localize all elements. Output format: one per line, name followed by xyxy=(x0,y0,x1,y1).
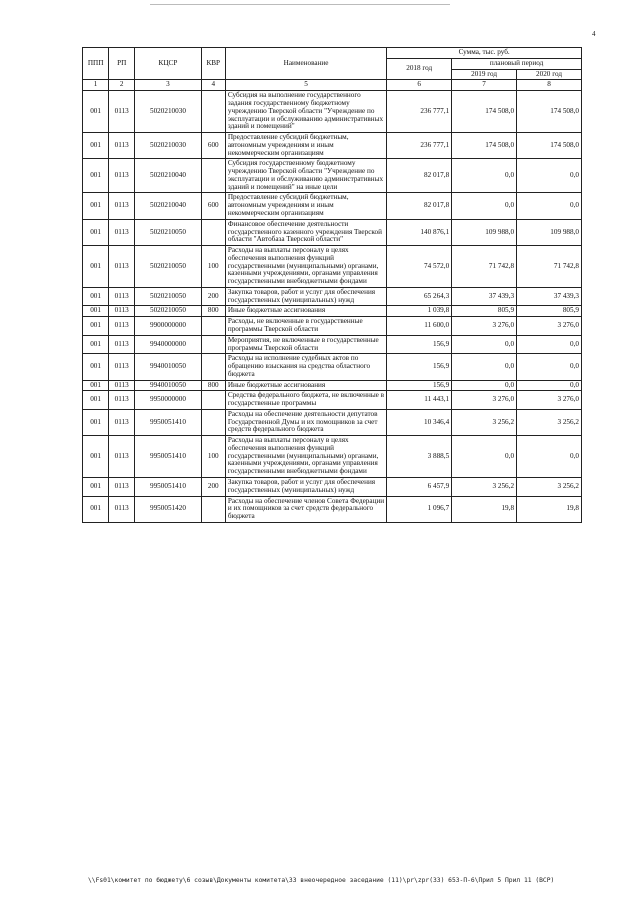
table-row xyxy=(83,409,582,435)
cell-sum-2020: 174 508,0 xyxy=(517,133,582,159)
cell-sum-2018: 82 017,8 xyxy=(387,193,452,219)
table-row xyxy=(83,287,582,306)
cell-sum-2019: 109 988,0 xyxy=(452,219,517,245)
cell-sum-2019: 174 508,0 xyxy=(452,133,517,159)
cell-name: Расходы на обеспечение деятельности депутатов Государственной Думы и их помощников за счет средств федерального бюджета xyxy=(225,409,386,435)
cell-kcsr: 9950051420 xyxy=(135,496,201,522)
table-row xyxy=(83,335,582,354)
cell-name: Расходы на выплаты персоналу в целях обеспечения выполнения функций государственными (муниципальными) органами, казенными учреждениями, органами управления государственными внебюджетными фондами xyxy=(225,246,386,288)
cell-kcsr: 5020210050 xyxy=(135,287,201,306)
cell-name: Средства федерального бюджета, не включенные в государственные программы xyxy=(225,391,386,410)
cell-rp: 0113 xyxy=(109,317,135,336)
header-name-label: Наименование xyxy=(283,58,329,67)
cell-kvr xyxy=(201,496,225,522)
cell-sum-2018: 6 457,9 xyxy=(387,477,452,496)
cell-kvr xyxy=(201,91,225,133)
cell-sum-2020: 109 988,0 xyxy=(517,219,582,245)
cell-sum-2020: 0,0 xyxy=(517,354,582,380)
cell-sum-2018: 140 876,1 xyxy=(387,219,452,245)
cell-name: Расходы, не включенные в государственные программы Тверской области xyxy=(225,317,386,336)
header-sum-group: Сумма, тыс. руб. xyxy=(387,48,582,59)
column-number-cell: 7 xyxy=(452,80,517,91)
cell-sum-2020: 0,0 xyxy=(517,159,582,193)
cell-sum-2020: 37 439,3 xyxy=(517,287,582,306)
cell-kcsr: 5020210050 xyxy=(135,306,201,317)
cell-rp: 0113 xyxy=(109,287,135,306)
cell-sum-2019: 0,0 xyxy=(452,436,517,478)
cell-kvr: 800 xyxy=(201,380,225,391)
cell-kvr: 800 xyxy=(201,306,225,317)
header-year-2018: 2018 год xyxy=(387,58,452,80)
scan-edge-line xyxy=(150,4,450,5)
cell-rp: 0113 xyxy=(109,335,135,354)
header-kcsr: КЦСР xyxy=(135,48,201,80)
cell-sum-2019: 3 256,2 xyxy=(452,409,517,435)
cell-sum-2018: 1 096,7 xyxy=(387,496,452,522)
cell-kcsr: 9940000000 xyxy=(135,335,201,354)
cell-kvr: 200 xyxy=(201,287,225,306)
cell-pin: 001 xyxy=(83,219,109,245)
cell-rp: 0113 xyxy=(109,354,135,380)
cell-pin: 001 xyxy=(83,159,109,193)
cell-sum-2020: 0,0 xyxy=(517,193,582,219)
cell-rp: 0113 xyxy=(109,246,135,288)
cell-sum-2019: 0,0 xyxy=(452,335,517,354)
table-body xyxy=(83,91,582,523)
cell-pin: 001 xyxy=(83,287,109,306)
table-row xyxy=(83,133,582,159)
cell-sum-2020: 0,0 xyxy=(517,436,582,478)
cell-kcsr: 9950051410 xyxy=(135,436,201,478)
cell-sum-2018: 10 346,4 xyxy=(387,409,452,435)
cell-sum-2020: 3 256,2 xyxy=(517,409,582,435)
cell-sum-2019: 37 439,3 xyxy=(452,287,517,306)
table-row xyxy=(83,354,582,380)
cell-rp: 0113 xyxy=(109,306,135,317)
column-number-cell: 5 xyxy=(225,80,386,91)
cell-name: Финансовое обеспечение деятельности государственного казенного учреждения Тверской области "Автобаза Тверской области" xyxy=(225,219,386,245)
cell-sum-2020: 19,8 xyxy=(517,496,582,522)
cell-sum-2018: 74 572,0 xyxy=(387,246,452,288)
cell-name: Закупка товаров, работ и услуг для обеспечения государственных (муниципальных) нужд xyxy=(225,287,386,306)
header-planned-period: плановый период xyxy=(452,58,582,69)
cell-kcsr: 9950051410 xyxy=(135,409,201,435)
cell-rp: 0113 xyxy=(109,436,135,478)
cell-sum-2020: 3 276,0 xyxy=(517,317,582,336)
cell-sum-2018: 156,9 xyxy=(387,335,452,354)
cell-name: Предоставление субсидий бюджетным, автономным учреждениям и иным некоммерческим организациям xyxy=(225,133,386,159)
cell-kvr xyxy=(201,391,225,410)
cell-sum-2019: 19,8 xyxy=(452,496,517,522)
cell-rp: 0113 xyxy=(109,477,135,496)
page-number: 4 xyxy=(592,30,596,38)
cell-rp: 0113 xyxy=(109,409,135,435)
table-row xyxy=(83,317,582,336)
budget-table xyxy=(82,47,582,523)
column-number-cell: 8 xyxy=(517,80,582,91)
cell-sum-2019: 174 508,0 xyxy=(452,91,517,133)
cell-rp: 0113 xyxy=(109,159,135,193)
cell-kcsr: 9940010050 xyxy=(135,380,201,391)
cell-rp: 0113 xyxy=(109,133,135,159)
cell-sum-2019: 3 276,0 xyxy=(452,391,517,410)
cell-kcsr: 5020210050 xyxy=(135,219,201,245)
cell-rp: 0113 xyxy=(109,496,135,522)
header-kvr: КВР xyxy=(201,48,225,80)
column-number-cell: 6 xyxy=(387,80,452,91)
table-row xyxy=(83,219,582,245)
cell-pin: 001 xyxy=(83,193,109,219)
cell-name: Субсидия на выполнение государственного задания государственному бюджетному учреждению Тверской области "Учреждение по эксплуатации и обслуживанию административных зданий и помещений" xyxy=(225,91,386,133)
cell-sum-2020: 3 276,0 xyxy=(517,391,582,410)
cell-sum-2019: 0,0 xyxy=(452,380,517,391)
cell-kvr xyxy=(201,219,225,245)
footer-file-path: \\Fs01\комитет по бюджету\6 созыв\Документы комитета\33 внеочередное заседание (11)\pr\zpr(33) 653-П-6\Прил 5 Прил 11 (ВСР) xyxy=(88,877,555,884)
cell-name: Расходы на исполнение судебных актов по обращению взыскания на средства областного бюджета xyxy=(225,354,386,380)
cell-kvr xyxy=(201,335,225,354)
cell-rp: 0113 xyxy=(109,391,135,410)
cell-kvr: 100 xyxy=(201,246,225,288)
cell-sum-2018: 3 888,5 xyxy=(387,436,452,478)
cell-sum-2018: 156,9 xyxy=(387,380,452,391)
cell-name: Расходы на выплаты персоналу в целях обеспечения выполнения функций государственными (муниципальными) органами, казенными учреждениями, органами управления государственными внебюджетными фондами xyxy=(225,436,386,478)
table-row xyxy=(83,193,582,219)
cell-pin: 001 xyxy=(83,335,109,354)
table-row xyxy=(83,436,582,478)
column-number-cell: 1 xyxy=(83,80,109,91)
cell-kvr: 600 xyxy=(201,193,225,219)
column-number-cell: 4 xyxy=(201,80,225,91)
cell-sum-2019: 71 742,8 xyxy=(452,246,517,288)
cell-kcsr: 5020210040 xyxy=(135,159,201,193)
cell-sum-2020: 3 256,2 xyxy=(517,477,582,496)
cell-pin: 001 xyxy=(83,306,109,317)
header-year-2019: 2019 год xyxy=(452,69,517,80)
header-rp: РП xyxy=(109,48,135,80)
cell-pin: 001 xyxy=(83,391,109,410)
cell-sum-2020: 805,9 xyxy=(517,306,582,317)
cell-kvr: 100 xyxy=(201,436,225,478)
table-row xyxy=(83,496,582,522)
cell-sum-2018: 156,9 xyxy=(387,354,452,380)
header-pin: ППП xyxy=(83,48,109,80)
cell-kvr: 200 xyxy=(201,477,225,496)
cell-name: Предоставление субсидий бюджетным, автономным учреждениям и иным некоммерческим организациям xyxy=(225,193,386,219)
cell-name: Иные бюджетные ассигнования xyxy=(225,306,386,317)
cell-kcsr: 5020210050 xyxy=(135,246,201,288)
cell-kcsr: 5020210040 xyxy=(135,193,201,219)
table-row xyxy=(83,391,582,410)
header-year-2020: 2020 год xyxy=(517,69,582,80)
cell-name: Расходы на обеспечение членов Совета Федерации и их помощников за счет средств федерального бюджета xyxy=(225,496,386,522)
cell-pin: 001 xyxy=(83,91,109,133)
cell-sum-2018: 11 600,0 xyxy=(387,317,452,336)
table-row xyxy=(83,246,582,288)
cell-name: Мероприятия, не включенные в государственные программы Тверской области xyxy=(225,335,386,354)
cell-sum-2019: 805,9 xyxy=(452,306,517,317)
header-name xyxy=(225,48,386,80)
cell-pin: 001 xyxy=(83,409,109,435)
column-numbers-row xyxy=(83,80,582,91)
cell-kvr xyxy=(201,354,225,380)
table-row xyxy=(83,380,582,391)
cell-pin: 001 xyxy=(83,380,109,391)
cell-pin: 001 xyxy=(83,354,109,380)
cell-sum-2018: 65 264,3 xyxy=(387,287,452,306)
cell-kvr xyxy=(201,409,225,435)
cell-pin: 001 xyxy=(83,496,109,522)
cell-kcsr: 5020210030 xyxy=(135,91,201,133)
cell-sum-2018: 236 777,1 xyxy=(387,91,452,133)
cell-sum-2018: 1 039,8 xyxy=(387,306,452,317)
cell-kvr xyxy=(201,317,225,336)
table-row xyxy=(83,306,582,317)
column-number-cell: 2 xyxy=(109,80,135,91)
cell-sum-2019: 0,0 xyxy=(452,354,517,380)
cell-pin: 001 xyxy=(83,246,109,288)
cell-pin: 001 xyxy=(83,317,109,336)
cell-name: Субсидия государственному бюджетному учреждению Тверской области "Учреждение по эксплуатации и обслуживанию административных зданий и помещений" на иные цели xyxy=(225,159,386,193)
cell-rp: 0113 xyxy=(109,91,135,133)
table-header xyxy=(83,48,582,91)
cell-sum-2020: 0,0 xyxy=(517,380,582,391)
cell-sum-2019: 3 256,2 xyxy=(452,477,517,496)
cell-sum-2019: 0,0 xyxy=(452,159,517,193)
cell-rp: 0113 xyxy=(109,380,135,391)
cell-rp: 0113 xyxy=(109,193,135,219)
cell-kcsr: 9900000000 xyxy=(135,317,201,336)
cell-sum-2020: 174 508,0 xyxy=(517,91,582,133)
cell-kcsr: 9940010050 xyxy=(135,354,201,380)
table-row xyxy=(83,477,582,496)
table-row xyxy=(83,91,582,133)
cell-sum-2019: 0,0 xyxy=(452,193,517,219)
cell-pin: 001 xyxy=(83,436,109,478)
cell-kvr: 600 xyxy=(201,133,225,159)
cell-name: Закупка товаров, работ и услуг для обеспечения государственных (муниципальных) нужд xyxy=(225,477,386,496)
table-row xyxy=(83,159,582,193)
cell-kvr xyxy=(201,159,225,193)
cell-sum-2018: 82 017,8 xyxy=(387,159,452,193)
cell-rp: 0113 xyxy=(109,219,135,245)
cell-sum-2018: 236 777,1 xyxy=(387,133,452,159)
cell-sum-2020: 0,0 xyxy=(517,335,582,354)
cell-name: Иные бюджетные ассигнования xyxy=(225,380,386,391)
cell-pin: 001 xyxy=(83,477,109,496)
cell-kcsr: 9950000000 xyxy=(135,391,201,410)
cell-pin: 001 xyxy=(83,133,109,159)
cell-kcsr: 9950051410 xyxy=(135,477,201,496)
cell-kcsr: 5020210030 xyxy=(135,133,201,159)
cell-sum-2018: 11 443,1 xyxy=(387,391,452,410)
cell-sum-2020: 71 742,8 xyxy=(517,246,582,288)
cell-sum-2019: 3 276,0 xyxy=(452,317,517,336)
column-number-cell: 3 xyxy=(135,80,201,91)
